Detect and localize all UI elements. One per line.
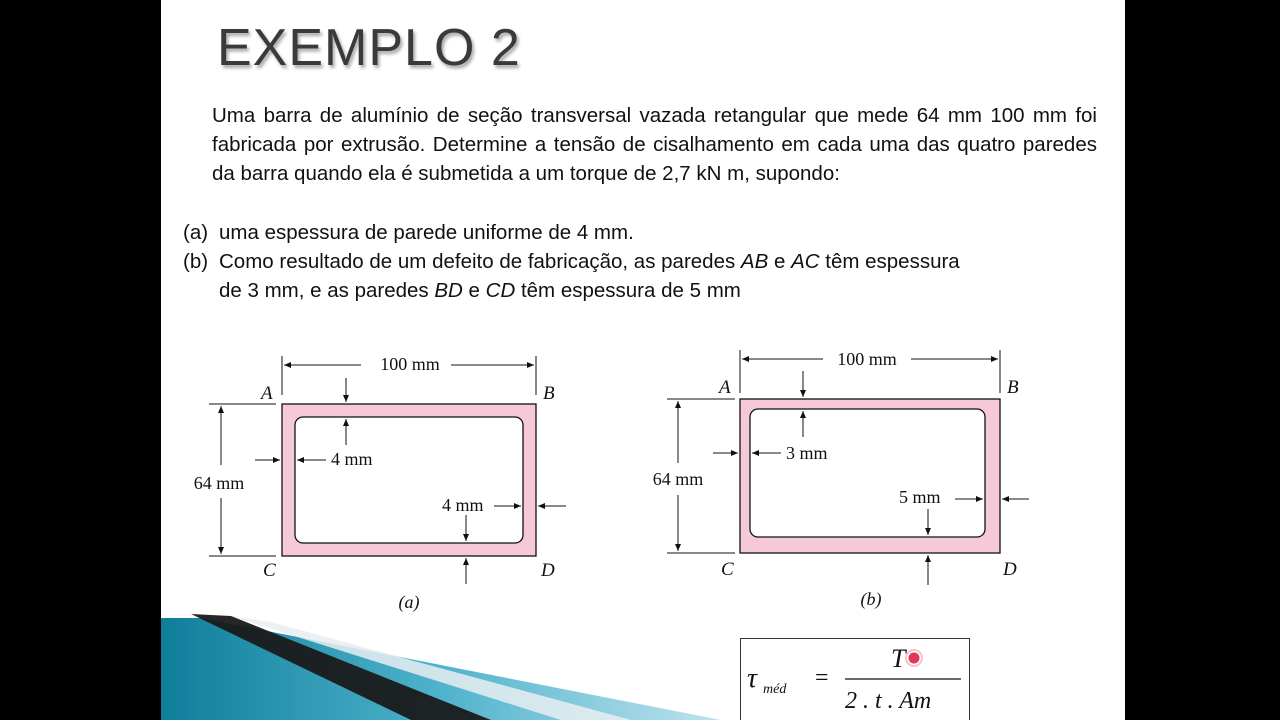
formula-subscript: méd (763, 682, 787, 697)
slide-title: EXEMPLO 2 (217, 19, 521, 77)
item-b-label: (b) (183, 250, 209, 273)
fig-a-thickness-left: 4 mm (331, 449, 373, 469)
fig-b-corner-b: B (1007, 377, 1019, 398)
fig-a-corner-c: C (263, 560, 276, 581)
item-b-continuation (219, 276, 741, 305)
formula-equals: = (815, 665, 829, 691)
fig-a-height-label: 64 mm (193, 473, 245, 493)
formula-denominator: 2 . t . Am (845, 688, 932, 714)
item-a-text: uma espessura de parede uniforme de 4 mm. (219, 221, 634, 244)
item-b-e2: e (462, 279, 486, 302)
fig-b-thickness-bottom: 5 mm (899, 487, 941, 507)
section-b-inner (750, 409, 985, 537)
figure-b (631, 335, 1051, 620)
section-a-inner (295, 417, 523, 543)
item-b-cont-2: têm espessura de 5 mm (515, 279, 741, 302)
fig-b-corner-d: D (1003, 559, 1017, 580)
formula (741, 639, 969, 720)
item-b-text-2: têm espessura (819, 250, 960, 273)
fig-a-thickness-bottom: 4 mm (442, 495, 484, 515)
fig-b-height-label: 64 mm (652, 469, 704, 489)
formula-tau: τ (747, 663, 758, 694)
item-a-label: (a) (183, 221, 209, 244)
fig-a-corner-b: B (543, 383, 555, 404)
fig-b-corner-a: A (719, 377, 731, 398)
formula-numerator: T (891, 644, 906, 673)
slide (161, 0, 1125, 720)
fig-b-caption: (b) (860, 589, 882, 609)
laser-pointer-dot (909, 653, 920, 664)
item-b (183, 247, 1098, 276)
wall-cd: CD (485, 279, 516, 302)
item-b-e1: e (768, 250, 792, 273)
wall-bd: BD (434, 279, 463, 302)
formula-box (740, 638, 970, 720)
figure-a (161, 340, 631, 620)
item-a (183, 218, 634, 247)
decorative-swoosh (161, 610, 721, 720)
wall-ac: AC (791, 250, 820, 273)
fig-a-corner-d: D (541, 560, 555, 581)
wall-ab: AB (740, 250, 769, 273)
fig-a-caption: (a) (398, 592, 420, 612)
fig-a-corner-a: A (261, 383, 273, 404)
fig-a-width-label: 100 mm (380, 354, 440, 374)
item-b-cont-1: de 3 mm, e as paredes (219, 279, 435, 302)
problem-statement: Uma barra de alumínio de seção transversal vazada retangular que mede 64 mm 100 mm foi fabricada por extrusão. Determine a tensão de cisalhamento em cada uma das quatro paredes da barra quando ela é submetida a um torque de 2,7 kN m, supondo: (212, 104, 1097, 185)
fig-b-corner-c: C (721, 559, 734, 580)
fig-b-width-label: 100 mm (837, 349, 897, 369)
fig-b-thickness-left: 3 mm (786, 443, 828, 463)
item-b-text-1: Como resultado de um defeito de fabricação, as paredes (219, 250, 741, 273)
